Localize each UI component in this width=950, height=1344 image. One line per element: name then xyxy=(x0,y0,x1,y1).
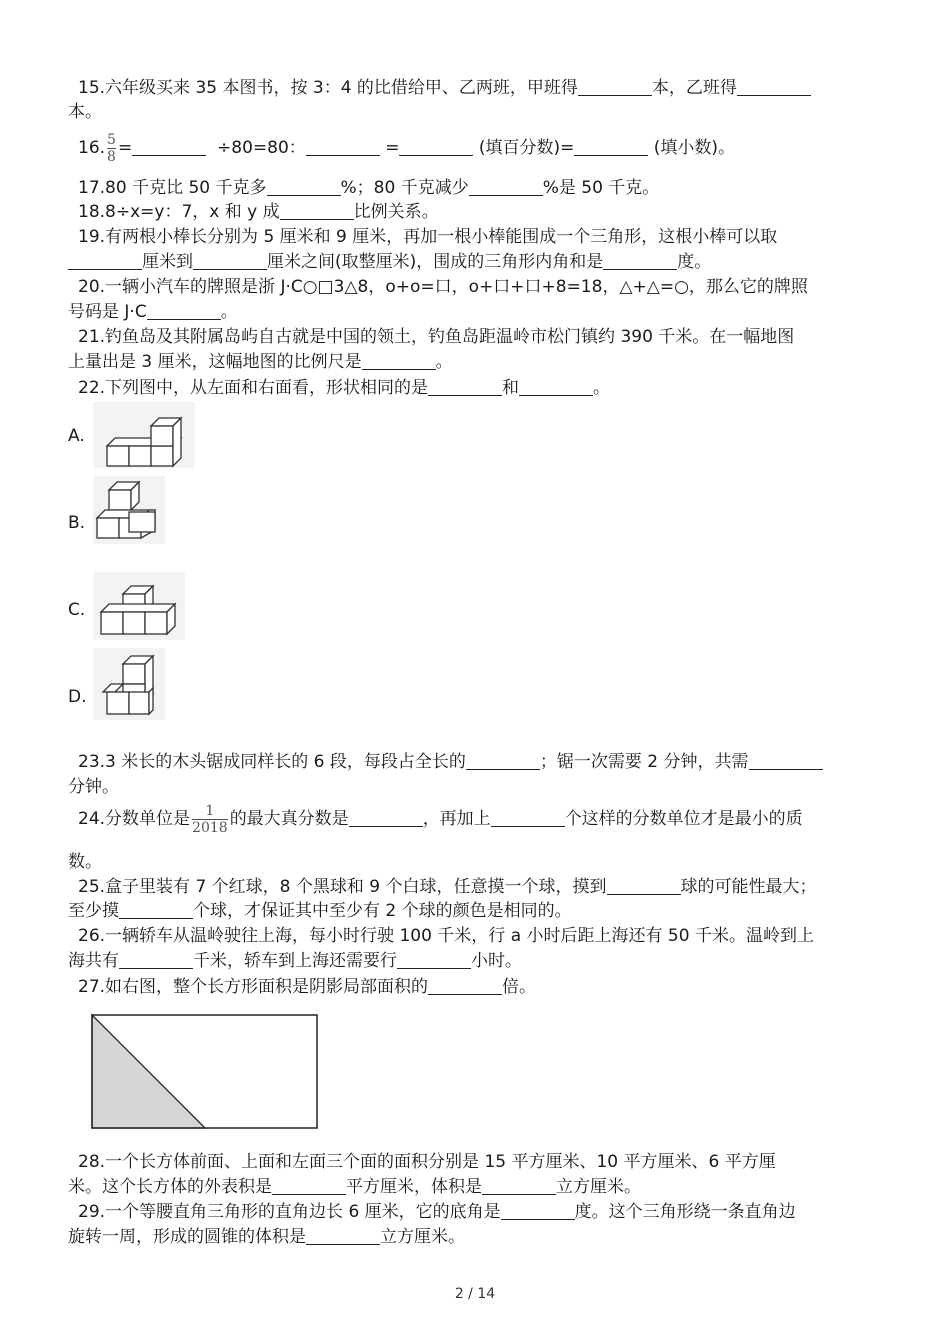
option-c-cubes-figure xyxy=(93,572,185,640)
blank[interactable] xyxy=(428,378,502,396)
q18: 18.8÷x=y：7，x 和 y 成 比例关系。 xyxy=(78,202,439,222)
blank[interactable] xyxy=(737,78,811,96)
blank[interactable] xyxy=(491,809,565,827)
blank[interactable] xyxy=(193,252,267,270)
blank[interactable] xyxy=(68,252,142,270)
q21-line2: 上量出是 3 厘米，这幅地图的比例尺是 。 xyxy=(68,352,453,372)
blank[interactable] xyxy=(306,1227,380,1245)
q28-line1: 28.一个长方体前面、上面和左面三个面的面积分别是 15 平方厘米、10 平方厘米、6 平方厘 xyxy=(78,1152,776,1172)
option-a-cubes-figure xyxy=(93,402,195,468)
q20-line1: 20.一辆小汽车的牌照是浙 J·C○□3△8，o+o=口，o+口+口+8=18，△+△=○，那么它的牌照 xyxy=(78,277,808,297)
q19-line2: 厘米到 厘米之间(取整厘米)，围成的三角形内角和是 度。 xyxy=(68,250,898,274)
blank[interactable] xyxy=(397,951,471,969)
q27: 27.如右图，整个长方形面积是阴影局部面积的 倍。 xyxy=(78,977,537,997)
blank[interactable] xyxy=(749,752,823,770)
option-d-cubes-figure xyxy=(93,648,165,720)
option-c-label[interactable]: C. xyxy=(68,600,86,620)
blank[interactable] xyxy=(272,1177,346,1195)
blank[interactable] xyxy=(119,951,193,969)
q23-line2: 分钟。 xyxy=(68,777,119,797)
option-a-label[interactable]: A. xyxy=(68,426,85,446)
blank[interactable] xyxy=(603,252,677,270)
blank[interactable] xyxy=(469,178,543,196)
q26-line2: 海共有 千米，轿车到上海还需要行 小时。 xyxy=(68,951,522,971)
q24-line1: 24.分数单位是 $\frac{1}{2018}$ 的最大真分数是 ，再加上 个这样的分数单位才是最小的质 xyxy=(78,802,803,836)
option-b-cubes-figure xyxy=(93,476,165,544)
fraction-1-2018: $\frac{1}{2018}$ xyxy=(192,802,228,836)
blank[interactable] xyxy=(362,352,436,370)
blank[interactable] xyxy=(306,138,380,156)
q28-line2: 米。这个长方体的外表积是 平方厘米，体积是 立方厘米。 xyxy=(68,1177,641,1197)
blank[interactable] xyxy=(482,1177,556,1195)
q23-line1: 23.3 米长的木头锯成同样长的 6 段，每段占全长的 ；锯一次需要 2 分钟，共需 xyxy=(78,750,908,774)
q21-line1: 21.钓鱼岛及其附属岛屿自古就是中国的领土，钓鱼岛距温岭市松门镇约 390 千米。在一幅地图 xyxy=(78,327,795,347)
blank[interactable] xyxy=(607,877,681,895)
blank[interactable] xyxy=(147,302,221,320)
blank[interactable] xyxy=(466,752,540,770)
blank[interactable] xyxy=(119,901,193,919)
blank[interactable] xyxy=(574,138,648,156)
blank[interactable] xyxy=(501,1202,575,1220)
q19-line1: 19.有两根小棒长分别为 5 厘米和 9 厘米，再加一根小棒能围成一个三角形，这根小棒可以取 xyxy=(78,227,778,247)
q22: 22.下列图中，从左面和右面看，形状相同的是 和 。 xyxy=(78,378,611,398)
blank[interactable] xyxy=(519,378,593,396)
q17: 17.80 千克比 50 千克多 %；80 千克减少 %是 50 千克。 xyxy=(78,178,660,198)
q26-line1: 26.一辆轿车从温岭驶往上海，每小时行驶 100 千米，行 a 小时后距上海还有 50 千米。温岭到上 xyxy=(78,926,814,946)
blank[interactable] xyxy=(399,138,473,156)
q25-line2: 至少摸 个球，才保证其中至少有 2 个球的颜色是相同的。 xyxy=(68,901,572,921)
option-d-label[interactable]: D. xyxy=(68,687,87,707)
q24-line2: 数。 xyxy=(68,852,102,872)
q16: 16. $\frac{5}{8}$ = ÷80=80： = (填百分数)= (填小数)。 xyxy=(78,131,736,165)
blank[interactable] xyxy=(132,138,206,156)
q15-line2: 本。 xyxy=(68,102,102,122)
blank[interactable] xyxy=(267,178,341,196)
blank[interactable] xyxy=(428,977,502,995)
q15-line1: 15.六年级买来 35 本图书，按 3：4 的比借给甲、乙两班，甲班得 本，乙班得 xyxy=(78,76,908,100)
blank[interactable] xyxy=(349,809,423,827)
q25-line1: 25.盒子里装有 7 个红球，8 个黑球和 9 个白球，任意摸一个球，摸到 球的可能性最大； xyxy=(78,877,817,897)
q29-line1: 29.一个等腰直角三角形的直角边长 6 厘米，它的底角是 度。这个三角形绕一条直角边 xyxy=(78,1202,796,1222)
blank[interactable] xyxy=(578,78,652,96)
q29-line2: 旋转一周，形成的圆锥的体积是 立方厘米。 xyxy=(68,1227,465,1247)
blank[interactable] xyxy=(280,202,354,220)
rectangle-shaded-triangle-figure xyxy=(90,1013,320,1131)
option-b-label[interactable]: B. xyxy=(68,513,86,533)
page-number: 2 / 14 xyxy=(454,1286,496,1302)
fraction-5-8: $\frac{5}{8}$ xyxy=(107,131,116,165)
q20-line2: 号码是 J·C 。 xyxy=(68,302,238,322)
